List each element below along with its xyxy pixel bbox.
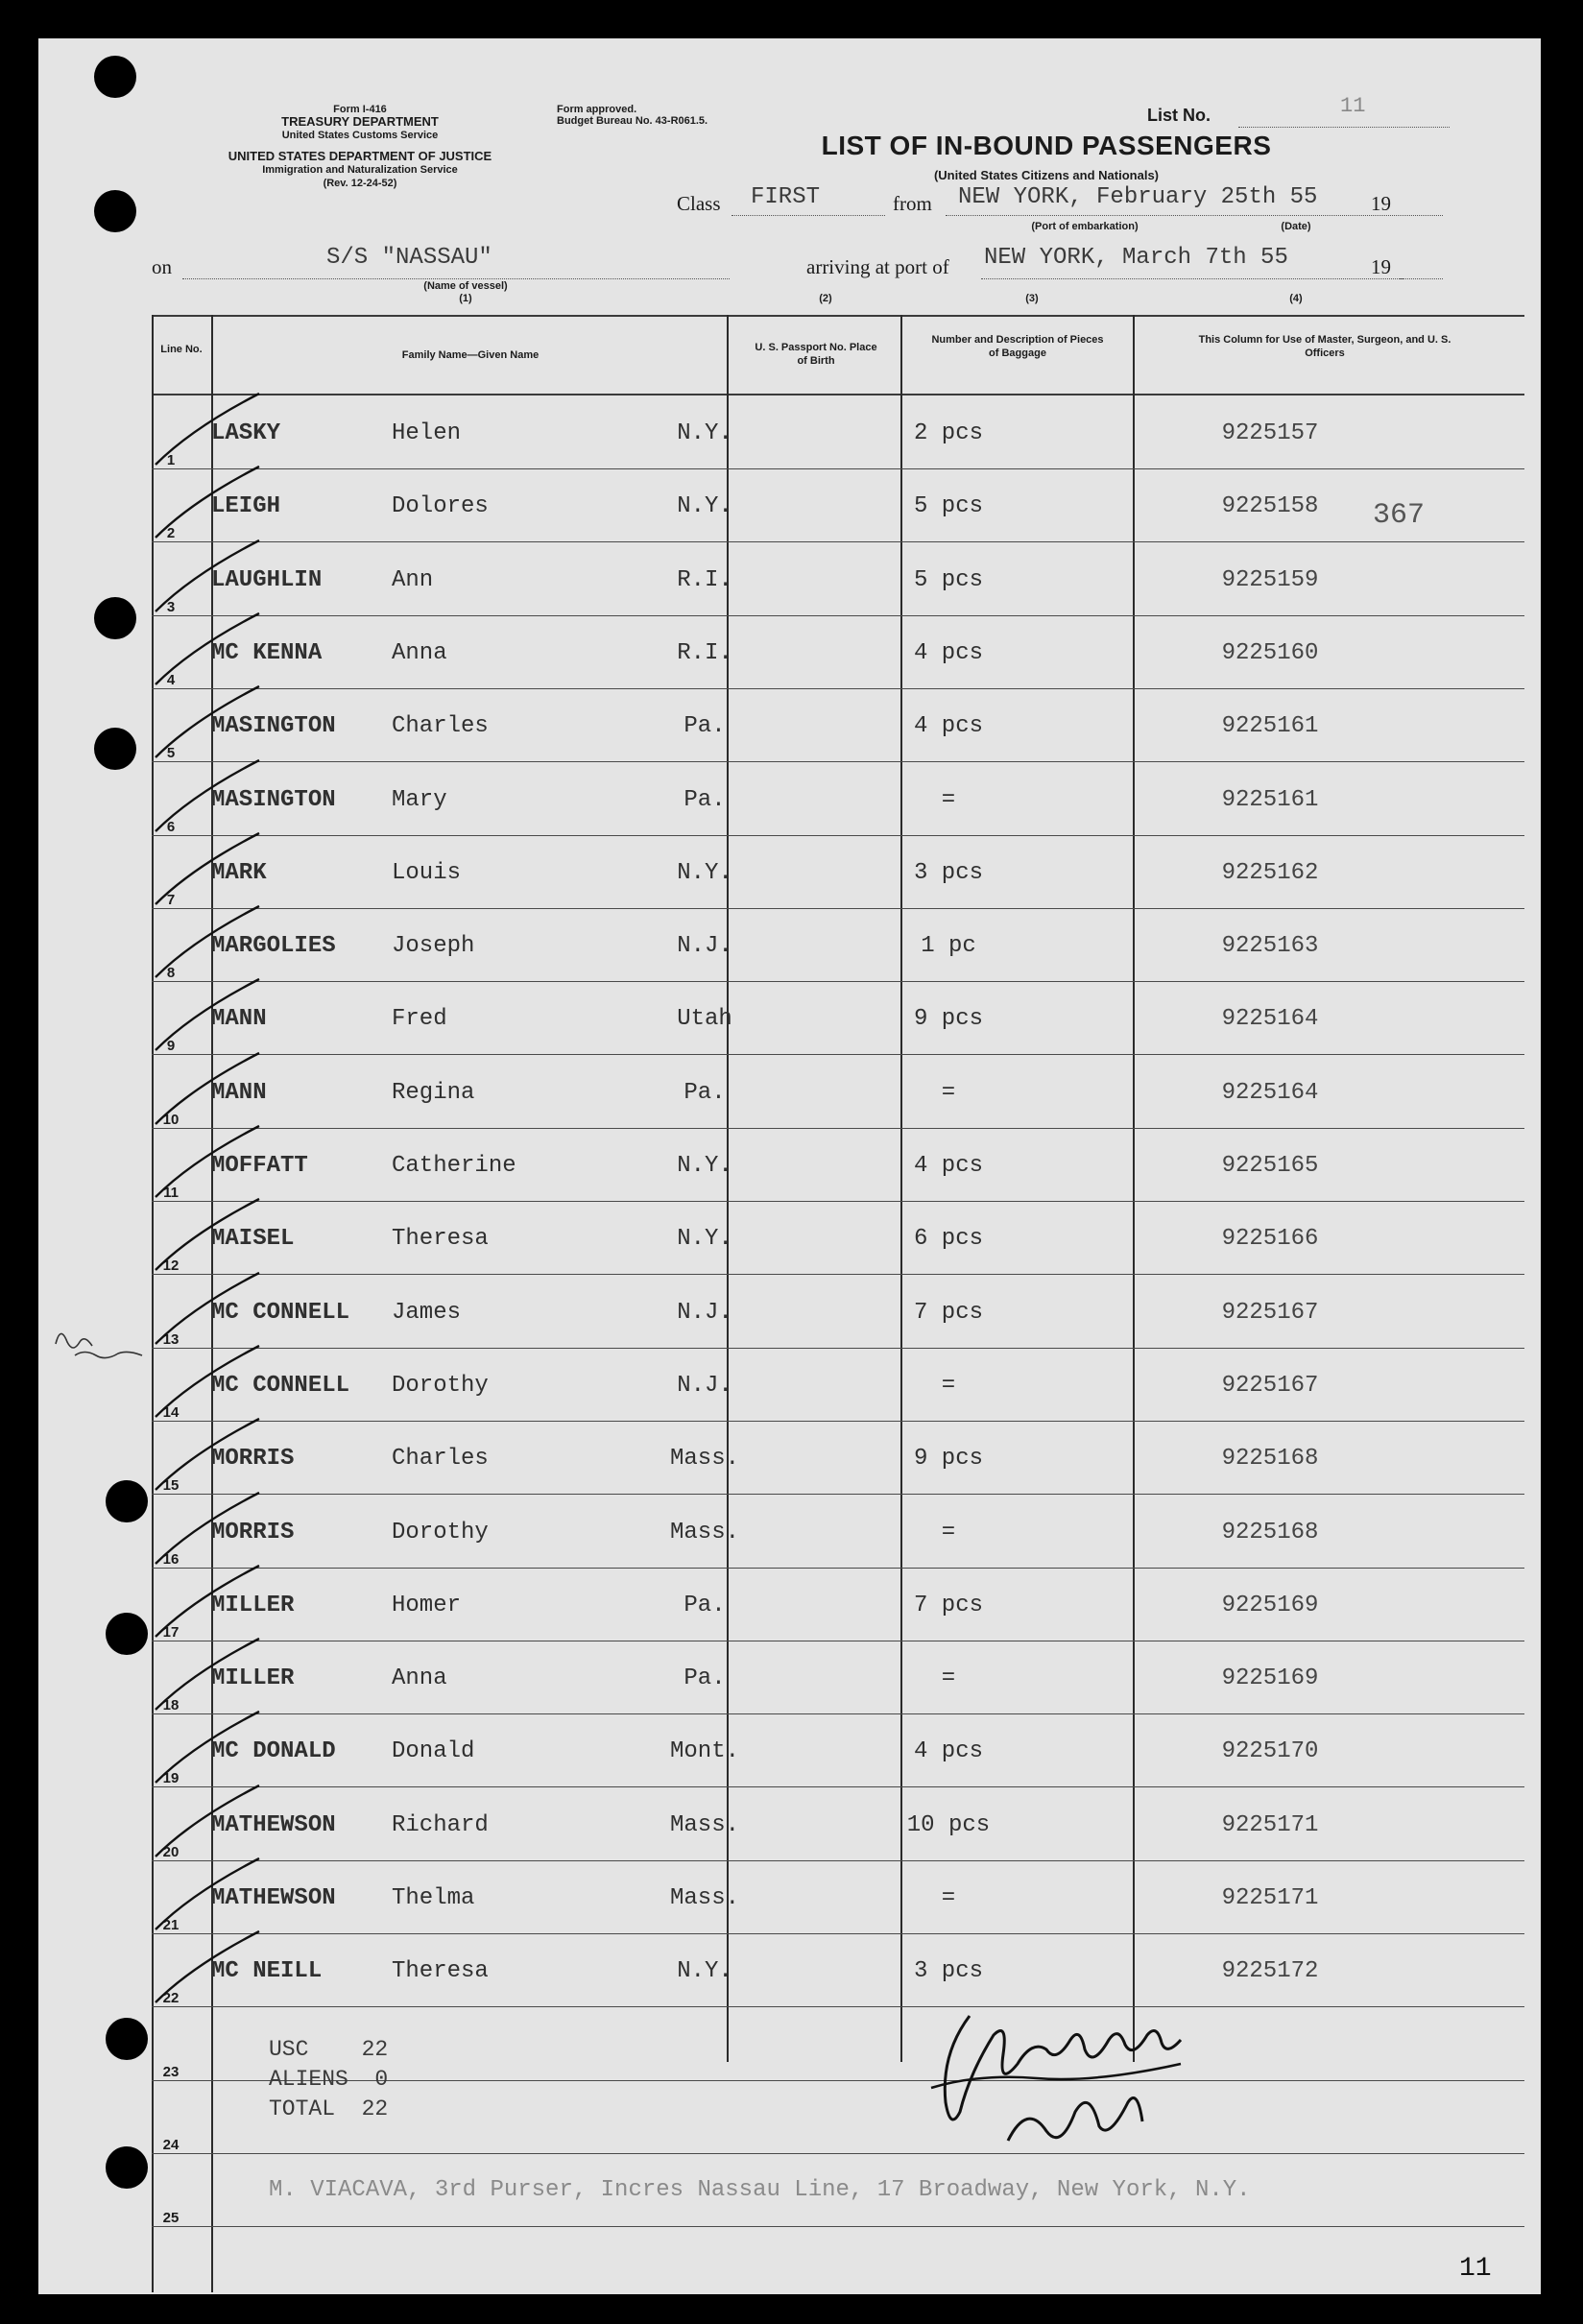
given-name: Charles — [392, 1446, 489, 1473]
form-approved: Form approved. — [557, 104, 637, 115]
ticket-number: 9225161 — [1221, 786, 1319, 813]
place-of-birth: Pa. — [684, 713, 726, 740]
line-number: 14 — [162, 1403, 180, 1421]
col-header-name: Family Name—Given Name — [401, 349, 540, 361]
treasury-dept: TREASURY DEPARTMENT — [281, 114, 439, 129]
given-name: Theresa — [392, 1226, 489, 1253]
ticket-number: 9225171 — [1221, 1811, 1319, 1838]
baggage-count: 7 pcs — [913, 1299, 983, 1326]
binder-hole — [106, 1480, 148, 1522]
line-number: 13 — [162, 1330, 180, 1348]
baggage-count: 6 pcs — [913, 1226, 983, 1253]
baggage-count: 4 pcs — [913, 713, 983, 740]
line-number: 17 — [162, 1623, 180, 1641]
line-number: 19 — [162, 1770, 180, 1787]
class-label: Class — [677, 192, 721, 215]
place-of-birth: Mass. — [669, 1446, 739, 1473]
col-header-line-no: Line No. — [160, 344, 203, 355]
line-number: 9 — [166, 1038, 176, 1055]
place-of-birth: Mont. — [669, 1738, 739, 1765]
baggage-count: = — [941, 1665, 956, 1692]
given-name: Fred — [392, 1006, 447, 1033]
place-of-birth: N.Y. — [677, 1226, 732, 1253]
margin-stamp: 367 — [1373, 499, 1426, 532]
family-name: MARK — [211, 859, 267, 886]
table-top-border — [152, 315, 1524, 317]
given-name: Dorothy — [392, 1372, 489, 1399]
place-of-birth: R.I. — [677, 566, 732, 593]
col-header-officers: This Column for Use of Master, Surgeon, and U. S. Officers — [1198, 334, 1451, 359]
line-number: 18 — [162, 1697, 180, 1714]
year-line-2 — [1400, 278, 1443, 279]
place-of-birth: N.Y. — [677, 1153, 732, 1179]
given-name: Thelma — [392, 1885, 475, 1911]
table-row — [152, 1275, 1524, 1349]
line-number: 16 — [162, 1550, 180, 1568]
baggage-count: 4 pcs — [913, 1738, 983, 1765]
place-of-birth: N.Y. — [677, 493, 732, 520]
ticket-number: 9225170 — [1221, 1738, 1319, 1765]
given-name: Joseph — [392, 933, 475, 960]
family-name: MANN — [211, 1006, 267, 1033]
table-row — [152, 1055, 1524, 1129]
ticket-number: 9225169 — [1221, 1592, 1319, 1618]
baggage-count: 7 pcs — [913, 1592, 983, 1618]
table-row — [152, 1713, 1524, 1787]
form-revision: (Rev. 12-24-52) — [323, 178, 397, 189]
ticket-number: 9225157 — [1221, 420, 1319, 446]
binder-hole — [106, 2018, 148, 2060]
binder-hole — [94, 56, 136, 98]
date-caption: (Date) — [1281, 221, 1311, 232]
place-of-birth: Pa. — [684, 786, 726, 813]
line-number: 2 — [166, 525, 176, 542]
table-row — [152, 1787, 1524, 1861]
table-row — [152, 1860, 1524, 1934]
col-ref-1: (1) — [459, 293, 472, 304]
given-name: Helen — [392, 420, 462, 446]
family-name: MATHEWSON — [211, 1811, 336, 1838]
place-of-birth: N.J. — [677, 933, 732, 960]
vessel-line — [182, 278, 730, 279]
place-of-birth: N.Y. — [677, 420, 732, 446]
vessel-value: S/S "NASSAU" — [326, 245, 492, 271]
line-number: 20 — [162, 1843, 180, 1860]
ticket-number: 9225163 — [1221, 933, 1319, 960]
table-row — [152, 395, 1524, 469]
place-of-birth: Mass. — [669, 1811, 739, 1838]
place-of-birth: Utah — [677, 1006, 732, 1033]
from-label: from — [893, 192, 932, 215]
summary-aliens: ALIENS 0 — [269, 2067, 389, 2092]
binder-hole — [94, 597, 136, 639]
family-name: MC KENNA — [211, 639, 323, 666]
family-name: MATHEWSON — [211, 1885, 336, 1911]
line-number: 7 — [166, 891, 176, 908]
family-name: LEIGH — [211, 493, 281, 520]
family-name: MASINGTON — [211, 786, 336, 813]
table-row — [152, 1348, 1524, 1422]
baggage-count: = — [941, 1079, 956, 1106]
family-name: MANN — [211, 1079, 267, 1106]
customs-service: United States Customs Service — [281, 130, 439, 141]
table-row — [152, 1568, 1524, 1641]
baggage-count: 10 pcs — [906, 1811, 991, 1838]
given-name: James — [392, 1299, 462, 1326]
line-number: 22 — [162, 1990, 180, 2007]
family-name: MC DONALD — [211, 1738, 336, 1765]
table-row — [152, 762, 1524, 836]
given-name: Dolores — [392, 493, 489, 520]
binder-hole — [106, 2146, 148, 2189]
line-number: 21 — [162, 1917, 180, 1933]
baggage-count: 3 pcs — [913, 859, 983, 886]
table-row — [152, 1128, 1524, 1202]
ticket-number: 9225172 — [1221, 1958, 1319, 1985]
given-name: Ann — [392, 566, 434, 593]
ticket-number: 9225166 — [1221, 1226, 1319, 1253]
from-line — [946, 215, 1406, 216]
place-of-birth: Pa. — [684, 1079, 726, 1106]
baggage-count: 4 pcs — [913, 639, 983, 666]
summary-total: TOTAL 22 — [269, 2096, 389, 2121]
year-prefix-2: 19 — [1371, 255, 1391, 278]
baggage-count: 2 pcs — [913, 420, 983, 446]
place-of-birth: N.J. — [677, 1299, 732, 1326]
given-name: Dorothy — [392, 1519, 489, 1545]
ticket-number: 9225168 — [1221, 1446, 1319, 1473]
col-ref-2: (2) — [819, 293, 832, 304]
place-of-birth: N.J. — [677, 1372, 732, 1399]
family-name: MC NEILL — [211, 1958, 323, 1985]
class-value: FIRST — [751, 184, 821, 210]
baggage-count: = — [941, 1372, 956, 1399]
given-name: Anna — [392, 639, 447, 666]
officer-signature — [902, 1997, 1229, 2160]
margin-scribble — [46, 1315, 152, 1373]
binder-hole — [94, 728, 136, 770]
family-name: MASINGTON — [211, 713, 336, 740]
line-number: 23 — [162, 2063, 180, 2080]
list-no-label: List No. — [1147, 106, 1211, 125]
table-row — [152, 468, 1524, 542]
ticket-number: 9225171 — [1221, 1885, 1319, 1911]
given-name: Homer — [392, 1592, 462, 1618]
list-no-value: 11 — [1340, 94, 1366, 118]
summary-usc: USC 22 — [269, 2037, 389, 2062]
arriving-label: arriving at port of — [806, 255, 949, 278]
line-number: 11 — [163, 1185, 179, 1201]
given-name: Anna — [392, 1665, 447, 1692]
list-no-line — [1238, 127, 1450, 128]
family-name: MARGOLIES — [211, 933, 336, 960]
ticket-number: 9225160 — [1221, 639, 1319, 666]
ticket-number: 9225158 — [1221, 493, 1319, 520]
baggage-count: 5 pcs — [913, 566, 983, 593]
family-name: MC CONNELL — [211, 1372, 350, 1399]
baggage-count: 1 pc — [921, 933, 976, 960]
page-title: LIST OF IN-BOUND PASSENGERS — [821, 131, 1272, 160]
from-value: NEW YORK, February 25th 55 — [958, 184, 1318, 210]
family-name: MC CONNELL — [211, 1299, 350, 1326]
ticket-number: 9225169 — [1221, 1665, 1319, 1692]
table-row — [152, 908, 1524, 982]
line-number: 24 — [162, 2136, 180, 2153]
place-of-birth: N.Y. — [677, 859, 732, 886]
page-subtitle: (United States Citizens and Nationals) — [933, 168, 1160, 182]
table-row — [152, 1641, 1524, 1714]
arriving-line — [981, 278, 1403, 279]
justice-dept: UNITED STATES DEPARTMENT OF JUSTICE — [228, 149, 492, 163]
baggage-count: 9 pcs — [913, 1446, 983, 1473]
family-name: MORRIS — [211, 1519, 295, 1545]
given-name: Donald — [392, 1738, 475, 1765]
baggage-count: = — [941, 786, 956, 813]
col-ref-3: (3) — [1025, 293, 1039, 304]
table-row — [152, 1201, 1524, 1275]
line-number: 12 — [162, 1258, 180, 1275]
line-number: 15 — [162, 1477, 180, 1495]
table-row — [152, 542, 1524, 616]
family-name: MAISEL — [211, 1226, 295, 1253]
table-row — [152, 981, 1524, 1055]
ticket-number: 9225167 — [1221, 1372, 1319, 1399]
manifest-sheet — [38, 38, 1541, 2294]
ticket-number: 9225161 — [1221, 713, 1319, 740]
given-name: Louis — [392, 859, 462, 886]
col-header-passport: U. S. Passport No. Place of Birth — [755, 342, 877, 367]
col-ref-4: (4) — [1289, 293, 1303, 304]
given-name: Mary — [392, 786, 447, 813]
place-of-birth: Pa. — [684, 1665, 726, 1692]
table-row — [152, 688, 1524, 762]
line-number: 10 — [162, 1111, 180, 1128]
place-of-birth: R.I. — [677, 639, 732, 666]
binder-hole — [106, 1613, 148, 1655]
ins-service: Immigration and Naturalization Service — [262, 164, 458, 176]
line-number: 25 — [162, 2210, 180, 2227]
family-name: MILLER — [211, 1665, 295, 1692]
ticket-number: 9225167 — [1221, 1299, 1319, 1326]
budget-bureau: Budget Bureau No. 43-R061.5. — [557, 115, 708, 127]
ticket-number: 9225164 — [1221, 1079, 1319, 1106]
ticket-number: 9225162 — [1221, 859, 1319, 886]
family-name: MORRIS — [211, 1446, 295, 1473]
given-name: Theresa — [392, 1958, 489, 1985]
line-number: 5 — [166, 745, 176, 762]
place-of-birth: Mass. — [669, 1519, 739, 1545]
table-row — [152, 1421, 1524, 1495]
place-of-birth: Mass. — [669, 1885, 739, 1911]
given-name: Richard — [392, 1811, 489, 1838]
line-number: 4 — [166, 671, 176, 688]
year-prefix: 19 — [1371, 192, 1391, 215]
on-label: on — [152, 255, 172, 278]
year-line — [1400, 215, 1443, 216]
family-name: LAUGHLIN — [211, 566, 323, 593]
table-row — [152, 835, 1524, 909]
baggage-count: = — [941, 1519, 956, 1545]
family-name: MILLER — [211, 1592, 295, 1618]
form-number: Form I-416 — [333, 104, 387, 115]
line-number: 1 — [166, 452, 176, 468]
place-of-birth: N.Y. — [677, 1958, 732, 1985]
ticket-number: 9225159 — [1221, 566, 1319, 593]
family-name: MOFFATT — [211, 1153, 308, 1179]
baggage-count: 3 pcs — [913, 1958, 983, 1985]
family-name: LASKY — [211, 420, 281, 446]
baggage-count: 5 pcs — [913, 493, 983, 520]
table-row — [152, 615, 1524, 689]
given-name: Charles — [392, 713, 489, 740]
arriving-value: NEW YORK, March 7th 55 — [984, 245, 1288, 271]
table-row — [152, 1495, 1524, 1569]
binder-hole — [94, 190, 136, 232]
line-number: 8 — [166, 965, 176, 982]
corner-mark: 11 — [1459, 2254, 1492, 2284]
given-name: Catherine — [392, 1153, 516, 1179]
baggage-count: 9 pcs — [913, 1006, 983, 1033]
given-name: Regina — [392, 1079, 475, 1106]
ticket-number: 9225164 — [1221, 1006, 1319, 1033]
col-header-baggage: Number and Description of Pieces of Baggage — [931, 334, 1104, 359]
ticket-number: 9225165 — [1221, 1153, 1319, 1179]
vessel-caption: (Name of vessel) — [423, 280, 508, 292]
line-number: 6 — [166, 818, 176, 835]
place-of-birth: Pa. — [684, 1592, 726, 1618]
class-line — [732, 215, 885, 216]
baggage-count: = — [941, 1885, 956, 1911]
baggage-count: 4 pcs — [913, 1153, 983, 1179]
port-embark-caption: (Port of embarkation) — [1031, 221, 1139, 232]
table-row — [152, 1933, 1524, 2007]
line-number: 3 — [166, 598, 176, 615]
ticket-number: 9225168 — [1221, 1519, 1319, 1545]
purser-footer: M. VIACAVA, 3rd Purser, Incres Nassau Line, 17 Broadway, New York, N.Y. — [269, 2177, 1251, 2203]
